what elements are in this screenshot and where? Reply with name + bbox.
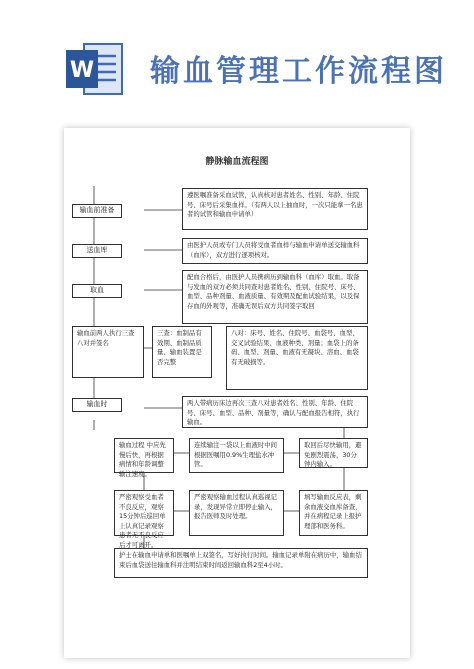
flow-step-fetch: 取血 [72, 284, 122, 298]
flow-timing-note: 取回后尽快输用，避免剧烈震荡，30分钟内输入。 [299, 438, 368, 468]
document-header [0, 0, 474, 126]
flow-monitor-note: 严密观察输血过程认真巡视记录，发现异常立即停止输入，报告医师及时处理。 [189, 490, 284, 536]
flow-saline-note: 连续输注一袋以上血液时中间根据医嘱用0.9%生理盐水冲管。 [189, 438, 284, 473]
flow-step-prepare: 输血前准备 [72, 204, 122, 218]
flow-step-check: 输血前两人执行三查八对并签名 [72, 326, 144, 378]
flow-step-infuse: 输血时 [72, 398, 122, 412]
word-icon [64, 40, 124, 98]
flow-observe-note: 严密观察受血者不良反应，观察15分钟后巡回单上认真记录观察患者无不良反应后才可离开。 [114, 490, 174, 536]
flow-reaction-note: 填写输血反应表，剩余血液交血库备查，并在病程记录上报护理部和医务科。 [299, 490, 368, 536]
flow-speed-note: 输血过程 中应先慢后快，再根据病情和年龄调整输注速度。 [114, 438, 174, 473]
flow-desc-infuse: 两人带病历床边再次三查八对患者姓名、性别、年龄、住院号、床号、血型、品种、剂量等，确认与配血报告相符，执行输血。 [182, 396, 368, 428]
flow-desc-three-checks: 三查：血制品有效期、血制品质量、输血装置是否完整 [152, 326, 212, 378]
flow-step-send: 送血库 [72, 244, 122, 258]
flowchart-title: 静脉输血流程图 [205, 157, 269, 167]
document-title: 输血管理工作流程图 [150, 54, 447, 89]
flow-desc-send: 由医护人员或专门人员将受血者血样与输血申请单送交输血科（血库），双方进行逐项核对。 [182, 238, 368, 264]
flow-desc-prepare: 遵医嘱准备采血试管，认真核对患者姓名、性别、年龄、住院号、床号后采集血样。（有两人以上抽血时，一次只能拿一名患者的试管和输血申请单） [182, 188, 368, 230]
flowchart-page [64, 128, 410, 658]
word-icon-letter: W [69, 58, 95, 83]
flow-desc-eight-checks: 八对：床号、姓名、住院号、血袋号、血型、交叉试验结果、血液种类、剂量；血袋上的条码、血型、剂量、血液有无凝块、溶血、血袋有无破损等。 [226, 326, 368, 390]
flow-footer-note: 护士在输血申请单和医嘱单上双签名，写好执行时间。输血记录单附在病历中，输血结束后血袋送往输血科并注明结束时间返回输血科2至4小时。 [114, 548, 368, 578]
flow-desc-fetch: 配血合格后，由医护人员携病历到输血科（血库）取血。取备与发血的双方必须共同查对患者姓名、性别、住院号、床号、血型、品种剂量、血液质量、有效期及配血试验结果，以及保存血的外观等，准确无误后双方共同签字取回 [182, 270, 368, 324]
